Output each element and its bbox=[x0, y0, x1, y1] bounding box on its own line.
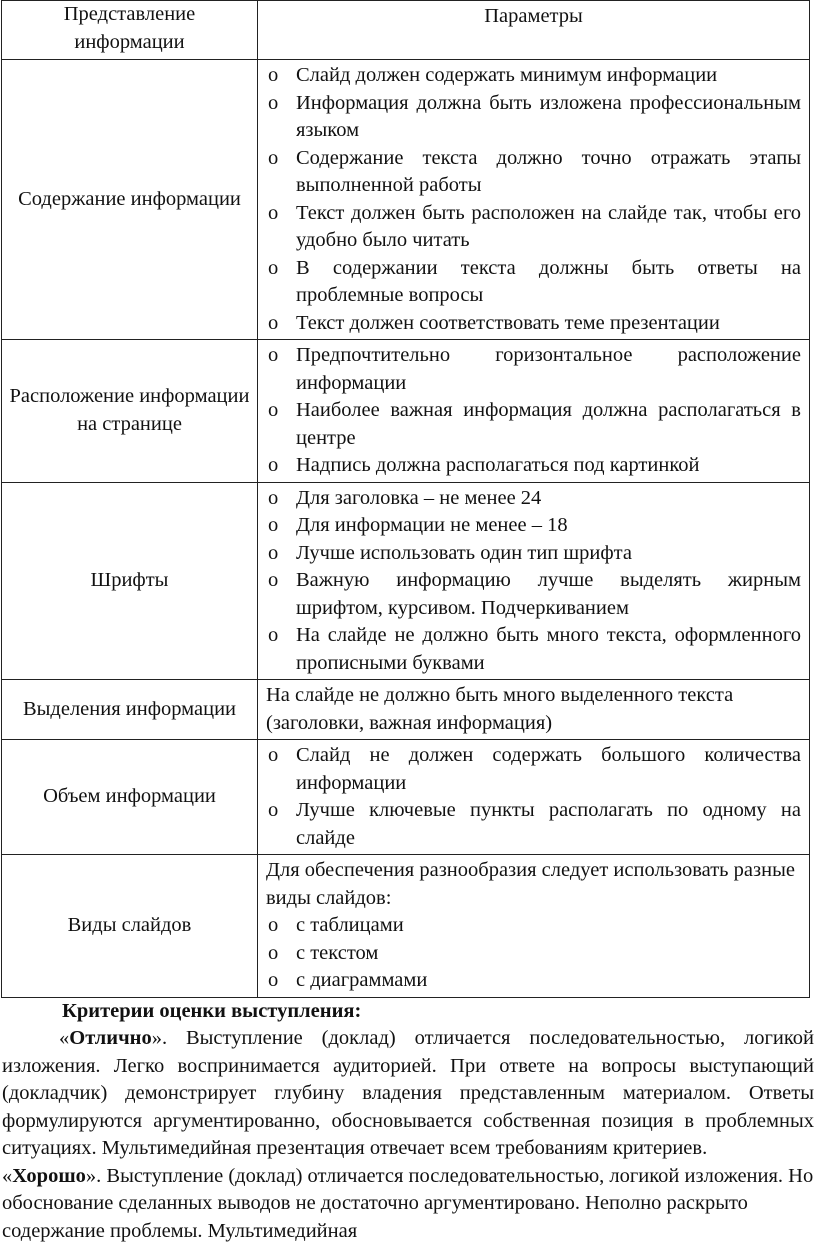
criteria-heading: Критерии оценки выступления: bbox=[2, 998, 814, 1026]
list-item: o Информация должна быть изложена профессиональным языком bbox=[266, 90, 801, 145]
list-item: o Текст должен соответствовать теме презентации bbox=[266, 310, 801, 338]
row-params bbox=[258, 60, 810, 340]
row-label: Шрифты bbox=[2, 482, 258, 680]
list-item: o Предпочтительно горизонтальное расположение информации bbox=[266, 342, 801, 397]
row-intro: Для обеспечения разнообразия следует использовать разные виды слайдов: bbox=[266, 857, 801, 912]
row-params bbox=[258, 855, 810, 998]
list-item: o На слайде не должно быть много текста, оформленного прописными буквами bbox=[266, 622, 801, 677]
row-params bbox=[258, 482, 810, 680]
list-item: o Наиболее важная информация должна располагаться в центре bbox=[266, 397, 801, 452]
list-item: o с диаграммами bbox=[266, 967, 801, 995]
list-item: o Для информации не менее – 18 bbox=[266, 512, 801, 540]
quote-close: » bbox=[86, 1165, 96, 1187]
list-item: o В содержании текста должны быть ответы на проблемные вопросы bbox=[266, 255, 801, 310]
header-representation: Представление информации bbox=[2, 1, 258, 60]
row-params bbox=[258, 680, 810, 740]
requirements-table bbox=[1, 0, 810, 998]
table-row bbox=[2, 482, 810, 680]
table-row bbox=[2, 855, 810, 998]
quote-open: « bbox=[2, 1165, 12, 1187]
list-item: o Для заголовка – не менее 24 bbox=[266, 485, 801, 513]
quote-close: » bbox=[152, 1027, 162, 1049]
criteria-section bbox=[0, 998, 816, 1245]
list-item: o с таблицами bbox=[266, 912, 801, 940]
quote-open: « bbox=[59, 1027, 69, 1049]
list-item: o Лучше использовать один тип шрифта bbox=[266, 540, 801, 568]
table-row bbox=[2, 340, 810, 483]
criteria-good bbox=[2, 1163, 814, 1245]
bullet-list bbox=[266, 485, 801, 678]
table-row bbox=[2, 740, 810, 855]
row-label: Объем информации bbox=[2, 740, 258, 855]
row-params bbox=[258, 740, 810, 855]
criteria-excellent-text: . Выступление (доклад) отличается последовательностью, логикой изложения. Легко воспринимается аудиторией. При ответе на вопросы выступающий (докладчик) демонстрирует глубину владения представленным материалом. Ответы формулируются аргументированно, обосновывается собственная позиция в проблемных ситуациях. Мультимедийная презентация отвечает всем требованиям критериев. bbox=[2, 1027, 814, 1159]
list-item: o Содержание текста должно точно отражать этапы выполненной работы bbox=[266, 145, 801, 200]
list-item: o Слайд не должен содержать большого количества информации bbox=[266, 742, 801, 797]
table-row bbox=[2, 60, 810, 340]
row-label: Выделения информации bbox=[2, 680, 258, 740]
list-item: o Текст должен быть расположен на слайде так, чтобы его удобно было читать bbox=[266, 200, 801, 255]
list-item: o с текстом bbox=[266, 940, 801, 968]
header-parameters: Параметры bbox=[258, 1, 810, 60]
table-row bbox=[2, 680, 810, 740]
row-params bbox=[258, 340, 810, 483]
table-header-row bbox=[2, 1, 810, 60]
criteria-good-text: . Выступление (доклад) отличается последовательностью, логикой изложения. Но обоснование сделанных выводов не достаточно аргументировано. Неполно раскрыто содержание проблемы. Мультимедийная bbox=[2, 1165, 813, 1242]
list-item: o Важную информацию лучше выделять жирным шрифтом, курсивом. Подчеркиванием bbox=[266, 567, 801, 622]
list-item: o Слайд должен содержать минимум информации bbox=[266, 62, 801, 90]
list-item: o Надпись должна располагаться под картинкой bbox=[266, 452, 801, 480]
row-label: Содержание информации bbox=[2, 60, 258, 340]
list-item: o Лучше ключевые пункты располагать по одному на слайде bbox=[266, 797, 801, 852]
criteria-excellent bbox=[2, 1025, 814, 1163]
bullet-list bbox=[266, 342, 801, 480]
bullet-list bbox=[266, 62, 801, 337]
row-label: Расположение информации на странице bbox=[2, 340, 258, 483]
bullet-list bbox=[266, 912, 801, 995]
bullet-list bbox=[266, 742, 801, 852]
row-label: Виды слайдов bbox=[2, 855, 258, 998]
row-text: На слайде не должно быть много выделенного текста (заголовки, важная информация) bbox=[266, 682, 801, 737]
grade-excellent: Отлично bbox=[69, 1027, 151, 1049]
grade-good: Хорошо bbox=[12, 1165, 86, 1187]
